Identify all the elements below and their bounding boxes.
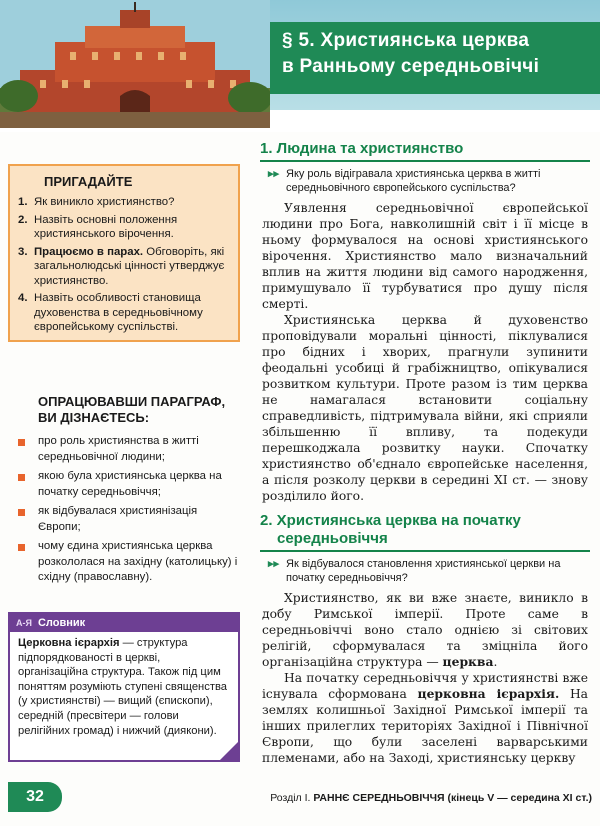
paragraph-title-box (270, 22, 600, 94)
list-item: як відбувалася християнізація Європи; (10, 504, 242, 535)
remember-box (8, 164, 240, 342)
remember-item: 3. Працюємо в парах. Обговоріть, які загальнолюдські цінності утверджує християнство. (18, 245, 225, 287)
remember-list (18, 195, 232, 335)
glossary-entry (10, 632, 238, 742)
remember-title: ПРИГАДАЙТЕ (44, 174, 133, 189)
dictionary-icon: А-Я (16, 618, 32, 628)
square-bullet-icon (18, 544, 25, 551)
section-question-2: ▸▸ Як відбувалося становлення християнської церкви на початку середньовіччя? (268, 558, 561, 584)
page-number: 32 (8, 782, 62, 812)
list-item: якою була християнська церква на початку середньовіччя; (10, 469, 242, 500)
section-question-1: ▸▸ Яку роль відігравала християнська церква в житті середньовічного європейського суспільства? (268, 168, 541, 194)
list-item: чому єдина християнська церква розкололася на західну (католицьку) і східну (православну). (10, 539, 242, 586)
learning-goals-title: ОПРАЦЮВАВШИ ПАРАГРАФ, ВИ ДІЗНАЄТЕСЬ: (38, 394, 226, 425)
square-bullet-icon (18, 509, 25, 516)
glossary-definition: — структура підпорядкованості в церкві, організаційна структура. Також під цим поняттям розуміють ступені священства (у християнстві) — вищий (єпископи), середній (пресвітери — голови релігійних громад) і нижчий (диякони). (18, 637, 227, 737)
corner-triangle-icon (220, 742, 238, 760)
square-bullet-icon (18, 439, 25, 446)
glossary-box (8, 612, 240, 762)
heading-underline (260, 550, 590, 552)
glossary-header (10, 614, 238, 632)
square-bullet-icon (18, 474, 25, 481)
paragraph: Уявлення середньовічної європейської людини про Бога, навколишній світ і її місце в ньому формувалося на основі християнського вірочення. Християнство мало визначальний вплив на життя людини від самого народження, примушувало її турбуватися про душу після смерті. (262, 201, 588, 311)
chapter-header (0, 0, 600, 132)
section-heading-1: 1. Людина та християнство (260, 140, 590, 162)
glossary-title: Словник (37, 617, 86, 629)
paragraph: На початку середньовіччя у християнстві вже існувала сформована церковна ієрархія. На землях колишньої Західної Римської імперії та інших прилеглих територіях Західної і Північної Європи, що були заселені варварськими племенами, або на Заході, християнську церкву (262, 671, 588, 765)
remember-item: 4. Назвіть особливості становища духовенства в середньовічному європейському суспільстві. (18, 292, 203, 333)
list-item: про роль християнства в житті середньовічної людини; (10, 434, 242, 465)
section-1-text (262, 200, 588, 504)
castel-sant-angelo-image (0, 0, 270, 128)
paragraph: Християнська церква й духовенство проповідували моральні цінності, піклувалися про бідних і хворих, прагнули зупинити феодальні усобиці й грабіжництво, опікувалися розвитком культури. Проте разом із тим церква не намагалася встановити соціальну справедливість, підтримувала війни, які сприяли збільшенню її впливу, та подекуди перешкоджала розвитку науки. Спочатку християнство об'єднало європейське населення, а після розколу церкви в середині XI ст. — знову розділило його. (262, 313, 588, 503)
learning-goals (10, 394, 242, 590)
paragraph-title-line2: в Ранньому середньовіччі (282, 56, 540, 77)
section-2-text (262, 590, 588, 766)
glossary-term: Церковна ієрархія (18, 637, 120, 649)
double-arrow-icon: ▸▸ (268, 168, 280, 180)
heading-underline (260, 160, 590, 162)
section-heading-2: 2. Християнська церква на початку середньовіччя (260, 512, 590, 552)
remember-item: 2. Назвіть основні положення християнського вірочення. (18, 213, 178, 240)
learning-goals-list (10, 434, 242, 586)
running-footer: Розділ І. РАННЄ СЕРЕДНЬОВІЧЧЯ (кінець V — середина XI ст.) (270, 792, 592, 804)
remember-item: 1. Як виникло християнство? (18, 196, 175, 208)
double-arrow-icon: ▸▸ (268, 558, 280, 570)
paragraph-title-line1: § 5. Християнська церква (282, 30, 530, 51)
paragraph: Християнство, як ви вже знаєте, виникло в добу Римської імперії. Проте саме в середньовіччі воно стало однією зі світових релігій, сформувалася та зміцніла його організаційна структура — церква. (262, 591, 588, 669)
